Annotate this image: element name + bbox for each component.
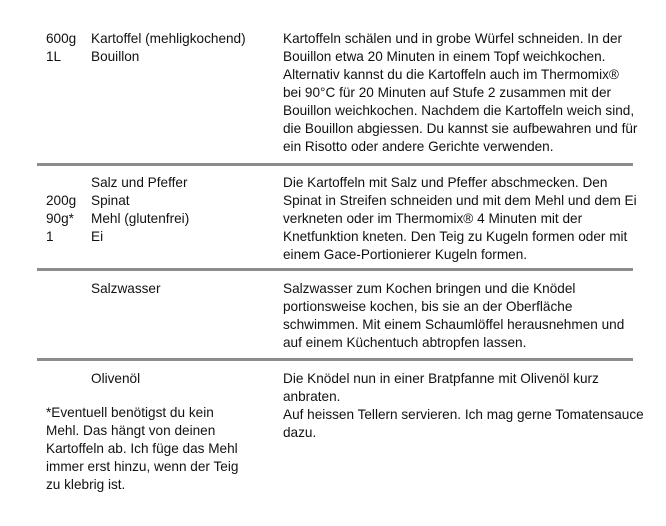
footnote-line: Mehl. Das hängt von deinen — [46, 423, 216, 438]
ingredient-row — [46, 228, 271, 246]
instruction-line: Kartoffeln schälen und in grobe Würfel schneiden. In der — [283, 31, 623, 46]
ingredient-quantity — [46, 370, 91, 388]
ingredient-quantity: 600g — [46, 31, 77, 46]
recipe-step-4 — [0, 361, 666, 511]
instruction-line: schwimmen. Mit einem Schaumlöffel herausnehmen und — [283, 317, 625, 332]
instruction-line: ein Risotto oder andere Gerichte verwenden. — [283, 139, 554, 154]
instruction-line: Alternativ kannst du die Kartoffeln auch im Thermomix® — [283, 67, 619, 82]
instruction-line: bei 90°C für 20 Minuten auf Stufe 2 zusammen mit der — [283, 85, 612, 100]
instruction-text — [283, 370, 645, 442]
instruction-text — [283, 30, 645, 156]
footnote-line: *Eventuell benötigst du kein — [46, 405, 214, 420]
ingredient-list — [46, 30, 271, 66]
instruction-line: verkneten oder im Thermomix® 4 Minuten mit der — [283, 211, 583, 226]
footnote-line: Kartoffeln ab. Ich füge das Mehl — [46, 441, 238, 456]
ingredient-row — [46, 210, 271, 228]
instruction-line: Auf heissen Tellern servieren. Ich mag gerne Tomatensauce — [283, 407, 644, 422]
ingredient-name: Kartoffel (mehligkochend) — [91, 31, 246, 46]
ingredient-row — [46, 280, 271, 298]
ingredient-row — [46, 370, 271, 388]
ingredient-list — [46, 370, 271, 388]
instruction-text — [283, 174, 645, 264]
instruction-line: Salzwasser zum Kochen bringen und die Knödel — [283, 281, 576, 296]
ingredient-name: Salz und Pfeffer — [91, 175, 188, 190]
instruction-line: die Bouillon abgiessen. Du kannst sie aufbewahren und für — [283, 121, 638, 136]
ingredient-list — [46, 174, 271, 246]
instruction-line: portionsweise kochen, bis sie an der Oberfläche — [283, 299, 573, 314]
ingredient-name: Olivenöl — [91, 371, 141, 386]
footnote-line: zu klebrig ist. — [46, 477, 126, 492]
recipe-step-2 — [0, 166, 666, 266]
ingredient-name: Spinat — [91, 193, 130, 208]
recipe-step-1 — [0, 0, 666, 160]
ingredient-quantity: 90g* — [46, 211, 74, 226]
ingredient-name: Ei — [91, 229, 104, 244]
footnote-line: immer erst hinzu, wenn der Teig — [46, 459, 239, 474]
instruction-line: Spinat in Streifen schneiden und mit dem Mehl und dem Ei — [283, 193, 637, 208]
instruction-line: einem Gace-Portionierer Kugeln formen. — [283, 247, 528, 262]
ingredient-name: Mehl (glutenfrei) — [91, 211, 190, 226]
ingredient-quantity: 1 — [46, 229, 54, 244]
instruction-line: Bouillon etwa 20 Minuten in einem Topf weichkochen. — [283, 49, 606, 64]
instruction-line: Knetfunktion kneten. Den Teig zu Kugeln formen oder mit — [283, 229, 628, 244]
ingredient-quantity — [46, 174, 91, 192]
ingredient-list — [46, 280, 271, 298]
instruction-line: Bouillon weichkochen. Nachdem die Kartoffeln weich sind, — [283, 103, 635, 118]
recipe-step-3 — [0, 271, 666, 356]
ingredient-quantity: 1L — [46, 49, 62, 64]
instruction-line: dazu. — [283, 425, 317, 440]
ingredient-name: Salzwasser — [91, 281, 161, 296]
ingredient-quantity: 200g — [46, 193, 77, 208]
ingredient-name: Bouillon — [91, 49, 140, 64]
ingredient-row — [46, 48, 271, 66]
instruction-line: Die Kartoffeln mit Salz und Pfeffer abschmecken. Den — [283, 175, 608, 190]
instruction-line: Die Knödel nun in einer Bratpfanne mit Olivenöl kurz — [283, 371, 599, 386]
ingredient-quantity — [46, 280, 91, 298]
ingredient-row — [46, 30, 271, 48]
instruction-text — [283, 280, 645, 352]
ingredient-row — [46, 174, 271, 192]
ingredient-row — [46, 192, 271, 210]
instruction-line: auf einem Küchentuch abtropfen lassen. — [283, 335, 527, 350]
instruction-line: anbraten. — [283, 389, 341, 404]
flour-footnote — [46, 404, 251, 494]
